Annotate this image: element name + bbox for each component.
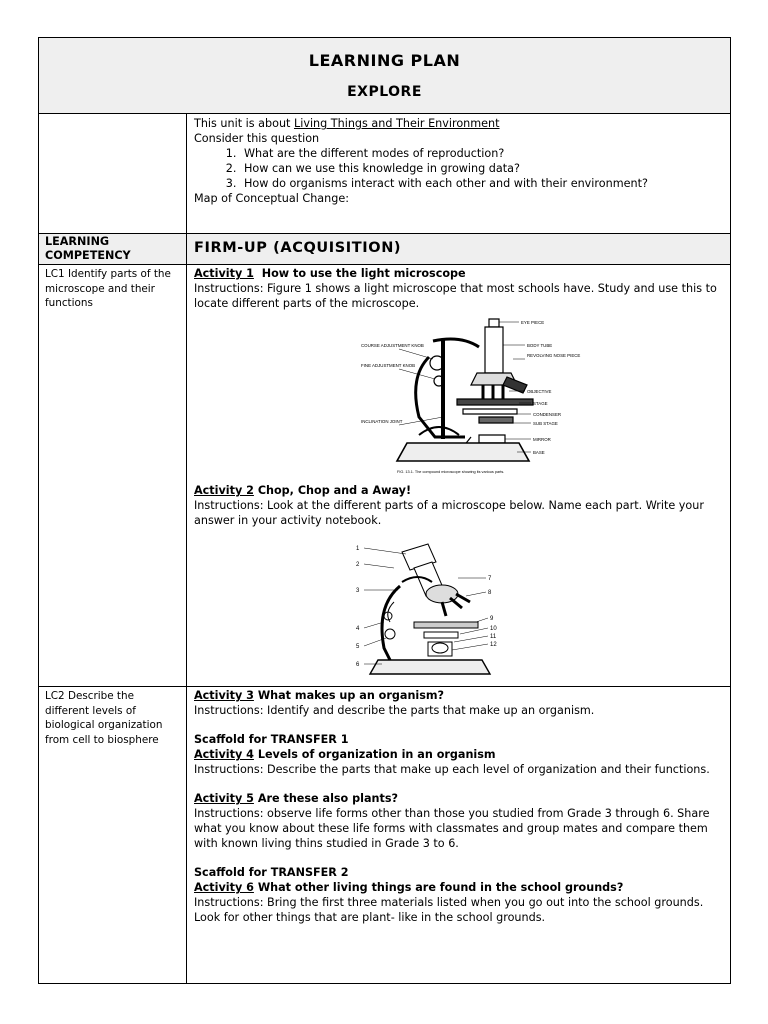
plan-subtitle: EXPLORE [347,84,422,100]
explore-left-cell [39,114,187,234]
svg-text:6: 6 [356,662,360,668]
svg-text:BASE: BASE [533,450,545,455]
svg-text:2: 2 [356,562,360,568]
lc1-activities-cell [187,265,731,687]
concept-map-label: Map of Conceptual Change: [194,192,349,205]
svg-text:SUB STAGE: SUB STAGE [533,421,558,426]
lc2-activities-cell [187,687,731,984]
svg-text:FINE ADJUSTMENT KNOB: FINE ADJUSTMENT KNOB [361,363,416,368]
lc1-cell [39,265,187,687]
activity-1-instructions: Instructions: Figure 1 shows a light microscope that most schools have. Study and use this to locate different parts of the microscope. [194,282,717,310]
firmup-header-cell [187,234,731,265]
plan-header [39,38,731,114]
svg-text:INCLINATION JOINT: INCLINATION JOINT [361,419,403,424]
firmup-heading: FIRM-UP (ACQUISITION) [194,240,402,256]
activity-3-instructions: Instructions: Identify and describe the parts that make up an organism. [194,704,595,717]
svg-text:FIG. 13.1. The compound micros: FIG. 13.1. The compound microscope showing its various parts. [397,470,505,474]
numbered-microscope-figure [342,542,514,682]
activity-4-instructions: Instructions: Describe the parts that make up each level of organization and their functions. [194,763,710,776]
unit-intro: This unit is about Living Things and Their Environment [194,117,500,130]
activity-6-instructions: Instructions: Bring the first three materials listed when you go out into the school grounds. Look for other things that are plant- like in the school grounds. [194,896,704,924]
activity-5-instructions: Instructions: observe life forms other than those you studied from Grade 3 through 6. Share what you know about these life forms with classmates and group mates and compare them with known living thins studied in Grade 3 to 6. [194,807,710,850]
svg-text:7: 7 [488,576,492,582]
unit-topic: Living Things and Their Environment [293,117,500,130]
question-item: 3. How do organisms interact with each other and with their environment? [240,176,723,191]
svg-text:3: 3 [356,588,360,594]
activity-5-heading: Activity 5 Are these also plants? [194,792,398,805]
svg-text:OBJECTIVE: OBJECTIVE [527,389,552,394]
plan-title: LEARNING PLAN [308,51,461,70]
learning-plan-page [38,37,730,976]
activity-6-heading: Activity 6 What other living things are found in the school grounds? [194,881,624,894]
svg-text:8: 8 [488,590,492,596]
eyepiece-shape [489,319,499,327]
question-list [194,146,723,191]
svg-text:COURSE ADJUSTMENT KNOB: COURSE ADJUSTMENT KNOB [361,343,424,348]
svg-text:EYE PIECE: EYE PIECE [521,320,545,325]
lc1-competency: LC1 Identify parts of the microscope and their functions [45,268,171,309]
svg-text:BODY TUBE: BODY TUBE [527,343,553,348]
competency-header: LEARNING COMPETENCY [45,235,131,262]
question-item: 2. How can we use this knowledge in growing data? [240,161,723,176]
svg-text:11: 11 [490,634,497,640]
question-item: 1. What are the different modes of reproduction? [240,146,723,161]
svg-text:MIRROR: MIRROR [533,437,551,442]
svg-text:12: 12 [490,642,497,648]
svg-text:STAGE: STAGE [533,401,548,406]
svg-text:10: 10 [490,626,497,632]
lc2-cell [39,687,187,984]
activity-2-instructions: Instructions: Look at the different parts of a microscope below. Name each part. Write your answer in your activity notebook. [194,499,704,527]
activity-2-heading: Activity 2 Chop, Chop and a Away! [194,484,412,497]
svg-text:REVOLVING NOSE PIECE: REVOLVING NOSE PIECE [527,353,581,358]
consider-label: Consider this question [194,132,320,145]
activity-4-heading: Activity 4 Levels of organization in an organism [194,748,496,761]
svg-text:4: 4 [356,626,360,632]
explore-cell [187,114,731,234]
svg-text:5: 5 [356,644,360,650]
lc2-competency: LC2 Describe the different levels of biological organization from cell to biosphere [45,690,163,746]
labeled-microscope-figure [359,317,595,479]
scaffold-transfer-2: Scaffold for TRANSFER 2 [194,866,349,879]
svg-text:9: 9 [490,616,494,622]
scaffold-transfer-1: Scaffold for TRANSFER 1 [194,733,349,746]
learning-plan-table [38,37,731,984]
competency-header-cell [39,234,187,265]
svg-text:1: 1 [356,546,360,552]
activity-1-heading: Activity 1 How to use the light microscope [194,267,466,280]
svg-text:CONDENSER: CONDENSER [533,412,562,417]
activity-3-heading: Activity 3 What makes up an organism? [194,689,445,702]
